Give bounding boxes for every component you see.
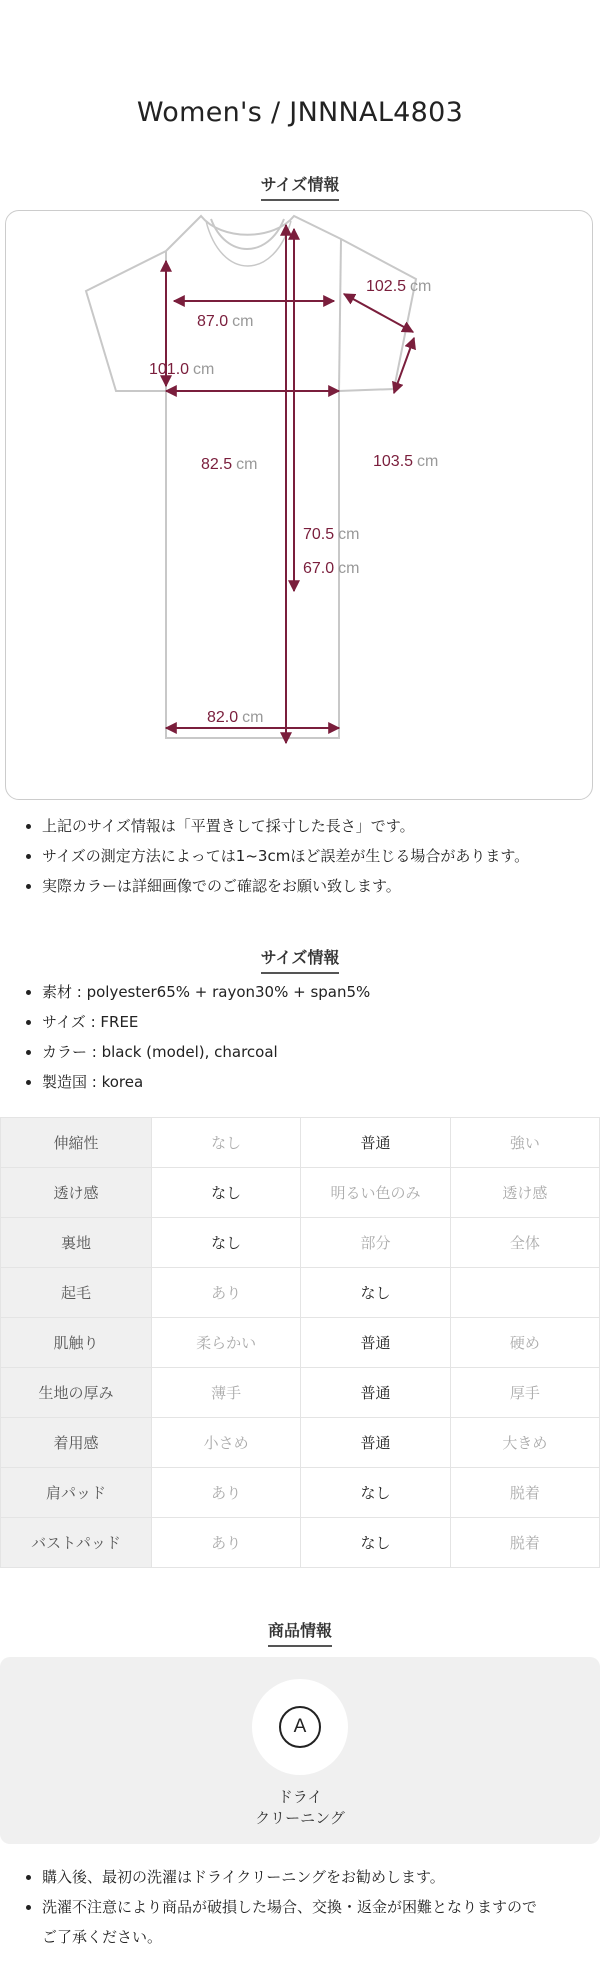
spec-item-material: • 素材 : polyester65% + rayon30% + span5% bbox=[42, 977, 600, 1007]
size-info-heading-text: サイズ情報 bbox=[261, 172, 340, 201]
spec-item-origin: • 製造国 : korea bbox=[42, 1067, 600, 1097]
attribute-row bbox=[1, 1518, 600, 1568]
attribute-label: 肩パッド bbox=[1, 1468, 152, 1518]
attribute-label: 透け感 bbox=[1, 1168, 152, 1218]
armhole-label: 101.0 cm bbox=[149, 361, 215, 378]
care-label bbox=[0, 1787, 600, 1829]
attribute-option-selected: なし bbox=[301, 1468, 450, 1518]
fabric-attribute-table bbox=[0, 1117, 600, 1568]
attribute-option: あり bbox=[152, 1268, 301, 1318]
attribute-row bbox=[1, 1218, 600, 1268]
size-note: • サイズの測定方法によっては1~3cmほど誤差が生じる場合があります。 bbox=[42, 841, 600, 871]
attribute-option: 部分 bbox=[301, 1218, 450, 1268]
attribute-option-selected: なし bbox=[152, 1168, 301, 1218]
spec-item-size: • サイズ : FREE bbox=[42, 1007, 600, 1037]
care-note: • 洗濯不注意により商品が破損した場合、交換・返金が困難となりますので bbox=[42, 1892, 600, 1922]
spec-heading-text: サイズ情報 bbox=[261, 945, 340, 974]
attribute-row bbox=[1, 1368, 600, 1418]
tshirt-size-diagram bbox=[6, 211, 594, 801]
product-info-heading-text: 商品情報 bbox=[268, 1618, 332, 1647]
care-notes-list bbox=[20, 1862, 600, 1952]
attribute-option: 硬め bbox=[450, 1318, 599, 1368]
attribute-option: 透け感 bbox=[450, 1168, 599, 1218]
attribute-option-selected: 普通 bbox=[301, 1418, 450, 1468]
size-note: • 上記のサイズ情報は「平置きして採寸した長さ」です。 bbox=[42, 811, 600, 841]
attribute-option: 明るい色のみ bbox=[301, 1168, 450, 1218]
attribute-row bbox=[1, 1468, 600, 1518]
care-label-line2: クリーニング bbox=[255, 1809, 345, 1827]
attribute-option-selected: 普通 bbox=[301, 1318, 450, 1368]
attribute-option: 小さめ bbox=[152, 1418, 301, 1468]
attribute-option: 柔らかい bbox=[152, 1318, 301, 1368]
attribute-option-selected: なし bbox=[152, 1218, 301, 1268]
attribute-option: なし bbox=[152, 1118, 301, 1168]
size-notes-list bbox=[20, 811, 600, 901]
attribute-row bbox=[1, 1168, 600, 1218]
attribute-row bbox=[1, 1418, 600, 1468]
attribute-option: 強い bbox=[450, 1118, 599, 1168]
care-note-continued: ご了承ください。 bbox=[42, 1928, 163, 1946]
attribute-option: 脱着 bbox=[450, 1518, 599, 1568]
attribute-label: 裏地 bbox=[1, 1218, 152, 1268]
attribute-label: 起毛 bbox=[1, 1268, 152, 1318]
sleeve-length-line bbox=[344, 294, 413, 332]
hem-label: 82.0 cm bbox=[207, 709, 264, 726]
attribute-option-selected: 普通 bbox=[301, 1118, 450, 1168]
sleeve-opening-line bbox=[394, 338, 414, 393]
care-label-line1: ドライ bbox=[277, 1788, 323, 1806]
attribute-label: 肌触り bbox=[1, 1318, 152, 1368]
care-instructions-box bbox=[0, 1657, 600, 1844]
spec-heading bbox=[0, 945, 600, 974]
attribute-option-selected: 普通 bbox=[301, 1368, 450, 1418]
attribute-row bbox=[1, 1268, 600, 1318]
attribute-row bbox=[1, 1118, 600, 1168]
back-length-label: 67.0 cm bbox=[303, 560, 360, 577]
product-info-heading bbox=[0, 1618, 600, 1647]
attribute-option-selected: なし bbox=[301, 1518, 450, 1568]
attribute-label: 伸縮性 bbox=[1, 1118, 152, 1168]
care-symbol-circle bbox=[252, 1679, 348, 1775]
attribute-label: バストパッド bbox=[1, 1518, 152, 1568]
measurement-lines bbox=[166, 225, 414, 743]
sleeve-length-label: 102.5 cm bbox=[366, 278, 432, 295]
attribute-label: 生地の厚み bbox=[1, 1368, 152, 1418]
spec-item-color: • カラー : black (model), charcoal bbox=[42, 1037, 600, 1067]
care-note: • 購入後、最初の洗濯はドライクリーニングをお勧めします。 bbox=[42, 1862, 600, 1892]
page-title: Women's / JNNNAL4803 bbox=[136, 97, 464, 128]
attribute-option: あり bbox=[152, 1518, 301, 1568]
spec-list bbox=[20, 977, 600, 1097]
attribute-row bbox=[1, 1318, 600, 1368]
front-length-label: 70.5 cm bbox=[303, 526, 360, 543]
attribute-option: 薄手 bbox=[152, 1368, 301, 1418]
attribute-label: 着用感 bbox=[1, 1418, 152, 1468]
attribute-option bbox=[450, 1268, 599, 1318]
shoulder-label: 87.0 cm bbox=[197, 313, 254, 330]
chest-label: 82.5 cm bbox=[201, 456, 258, 473]
size-info-heading bbox=[0, 172, 600, 201]
attribute-option: 脱着 bbox=[450, 1468, 599, 1518]
attribute-option-selected: なし bbox=[301, 1268, 450, 1318]
attribute-option: 全体 bbox=[450, 1218, 599, 1268]
attribute-option: 大きめ bbox=[450, 1418, 599, 1468]
attribute-option: 厚手 bbox=[450, 1368, 599, 1418]
sleeve-opening-label: 103.5 cm bbox=[373, 453, 439, 470]
dry-clean-icon: A bbox=[279, 1706, 321, 1748]
size-note: • 実際カラーは詳細画像でのご確認をお願い致します。 bbox=[42, 871, 600, 901]
attribute-option: あり bbox=[152, 1468, 301, 1518]
size-diagram bbox=[5, 210, 593, 800]
